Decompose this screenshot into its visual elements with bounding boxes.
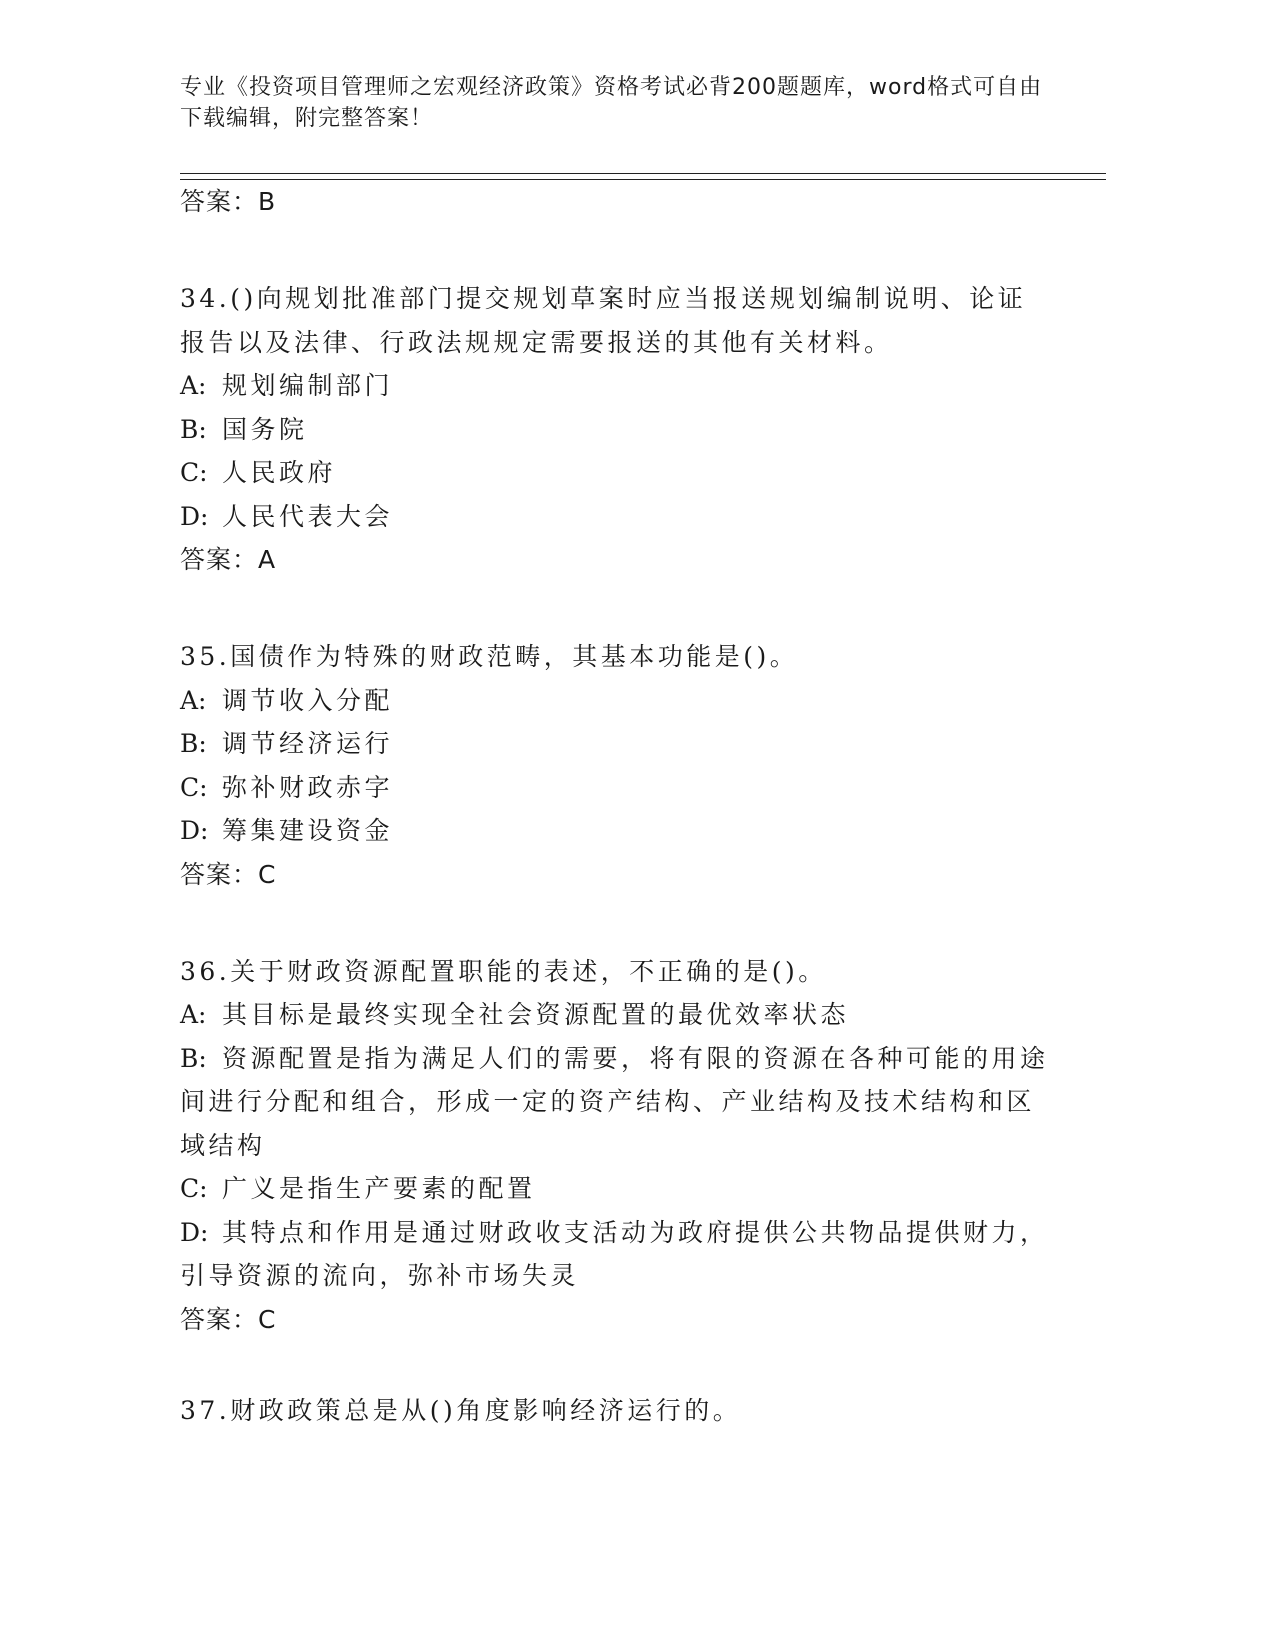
question-36 [180, 950, 1050, 1341]
document-body [180, 180, 1050, 1432]
option-d [180, 809, 1050, 853]
option-text: 其特点和作用是通过财政收支活动为政府提供公共物品提供财力，引导资源的流向，弥补市场失灵 [180, 1217, 1049, 1290]
option-key: D: [180, 501, 209, 531]
option-key: A: [180, 1000, 207, 1029]
option-d [180, 495, 1050, 539]
option-key: B: [180, 729, 207, 758]
document-header: 专业《投资项目管理师之宏观经济政策》资格考试必背200题题库，word格式可自由下载编辑，附完整答案！ [180, 75, 1043, 131]
option-text: 广义是指生产要素的配置 [222, 1174, 536, 1203]
answer-36: 答案：C [180, 1304, 277, 1334]
option-b [180, 722, 1050, 766]
question-text: 37.财政政策总是从()角度影响经济运行的。 [180, 1395, 742, 1425]
question-text: 36.关于财政资源配置职能的表述，不正确的是()。 [180, 956, 827, 986]
option-key: C: [180, 458, 208, 487]
option-text: 调节经济运行 [222, 729, 394, 758]
option-c [180, 1167, 1050, 1211]
option-text: 调节收入分配 [222, 685, 394, 715]
option-text: 其目标是最终实现全社会资源配置的最优效率状态 [222, 1000, 850, 1029]
option-text: 国务院 [222, 414, 308, 444]
answer-33: 答案：B [180, 187, 277, 216]
option-c [180, 766, 1050, 810]
option-key: A: [180, 371, 207, 400]
option-b [180, 408, 1050, 452]
question-text: 35.国债作为特殊的财政范畴，其基本功能是()。 [180, 642, 799, 671]
option-text: 人民代表大会 [222, 501, 394, 531]
question-34 [180, 277, 1050, 581]
header-rule-top [180, 173, 1106, 174]
option-key: D: [180, 816, 209, 845]
answer-34: 答案：A [180, 545, 277, 574]
option-text: 人民政府 [222, 458, 337, 487]
option-text: 筹集建设资金 [222, 816, 394, 845]
option-key: B: [180, 414, 207, 444]
option-d [180, 1211, 1050, 1298]
option-text: 弥补财政赤字 [222, 772, 394, 802]
option-key: A: [180, 685, 207, 715]
answer-35: 答案：C [180, 859, 277, 889]
question-35 [180, 635, 1050, 896]
option-c [180, 451, 1050, 495]
option-text: 资源配置是指为满足人们的需要，将有限的资源在各种可能的用途间进行分配和组合，形成一定的资产结构、产业结构及技术结构和区域结构 [180, 1043, 1049, 1160]
option-key: C: [180, 772, 208, 802]
option-a [180, 993, 1050, 1037]
question-37 [180, 1389, 1050, 1433]
option-a [180, 364, 1050, 408]
option-key: C: [180, 1174, 208, 1203]
option-a [180, 679, 1050, 723]
option-b [180, 1037, 1050, 1168]
question-text: 34.()向规划批准部门提交规划草案时应当报送规划编制说明、论证报告以及法律、行政法规规定需要报送的其他有关材料。 [180, 284, 1027, 357]
option-key: B: [180, 1043, 207, 1073]
option-text: 规划编制部门 [222, 371, 394, 400]
option-key: D: [180, 1217, 209, 1247]
